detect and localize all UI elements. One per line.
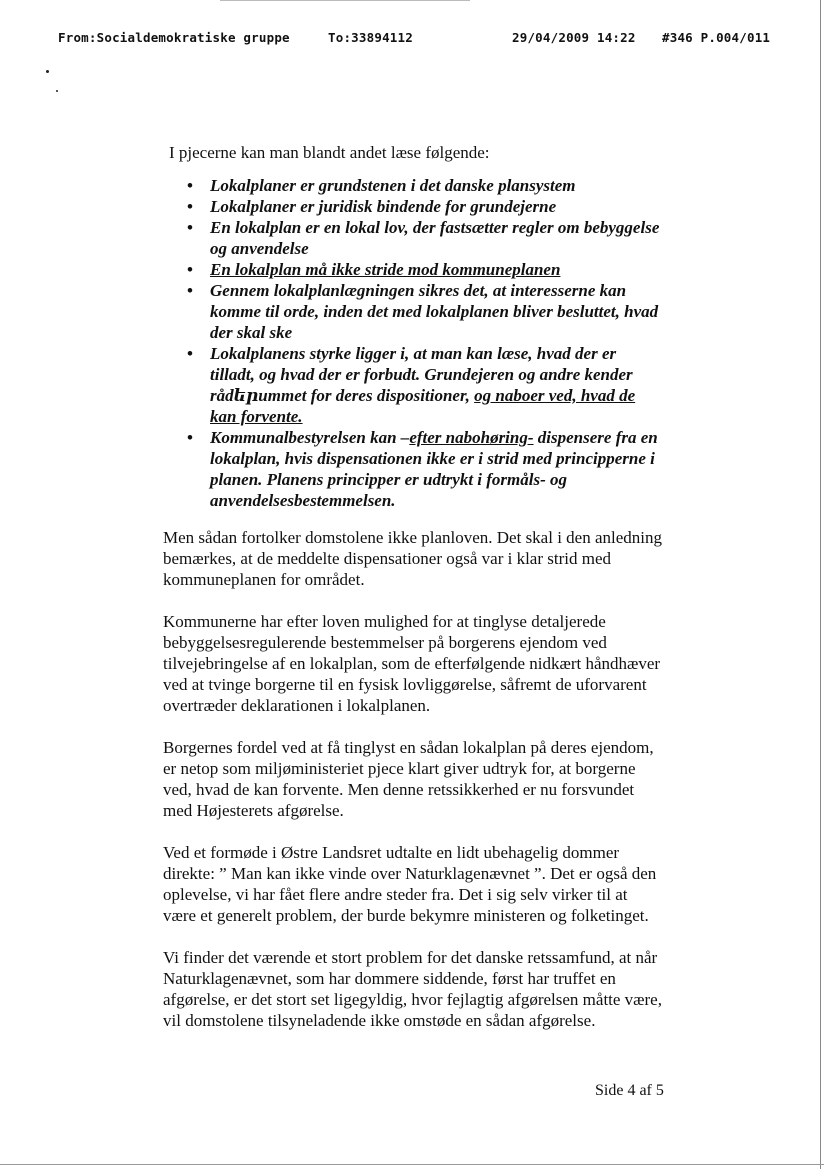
bullet-text: Lokalplanens styrke ligger i, at man kan læse, hvad der er tilladt, og hvad der er forbudt. Grundejeren og andre kender rådերummet for deres dispositioner,: [210, 344, 633, 405]
document-body: [163, 142, 663, 1052]
bullet-text: Lokalplaner er juridisk bindende for grundejerne: [210, 197, 557, 216]
bullet-text: Gennem lokalplanlægningen sikres det, at interesserne kan komme til orde, inden det med lokalplanen bliver besluttet, hvad der skal ske: [210, 281, 659, 342]
scan-top-rule: [220, 0, 470, 1]
bullet-text-underlined: efter nabohøring-: [409, 428, 534, 447]
body-paragraph: Borgernes fordel ved at få tinglyst en sådan lokalplan på deres ejendom, er netop som miljøministeriet pjece klart giver udtryk for, at borgerne ved, hvad de kan forvente. Men denne retssikkerhed er nu forsvundet med Højesterets afgørelse.: [163, 738, 654, 820]
fax-page: #346 P.004/011: [662, 30, 771, 45]
bullet-text: En lokalplan er en lokal lov, der fastsætter regler om bebyggelse og anvendelse: [210, 218, 660, 258]
bullet-item: [210, 196, 663, 217]
intro-text: I pjecerne kan man blandt andet læse følgende:: [169, 143, 490, 162]
bullet-text-underlined: og naboer ved, hvad de kan forvente.: [210, 386, 636, 426]
fax-header: [0, 30, 824, 50]
body-paragraph: Vi finder det værende et stort problem for det danske retssamfund, at når Naturklagenævnet, som har dommere siddende, først har truffet en afgørelse, er det stort set ligegyldig, hvor fejlagtig afgørelsen måtte være, vil domstolene tilsyneladende ikke omstøde en sådan afgørelse.: [163, 948, 662, 1030]
bullet-item: [210, 280, 663, 343]
scan-right-edge: [820, 0, 821, 1169]
bullet-item: [210, 217, 663, 259]
scan-bottom-edge: [0, 1164, 824, 1165]
bullet-text: Kommunalbestyrelsen kan –: [210, 428, 410, 447]
body-paragraph: Kommunerne har efter loven mulighed for at tinglyse detaljerede bebyggelsesregulerende bestemmelser på borgerens ejendom ved tilvejebringelse af en lokalplan, som de efterfølgende nidkært håndhæver ved at tvinge borgerne til en fysisk lovliggørelse, såfremt de uforvarent overtræder deklarationen i lokalplanen.: [163, 612, 661, 715]
bullet-text: dispensere fra en lokalplan, hvis dispensationen ikke er i strid med principperne i planen. Planens principper er udtrykt i formåls- og anvendelsesbestemmelsen.: [210, 428, 658, 510]
fax-from: From:Socialdemokratiske gruppe: [58, 30, 290, 45]
fax-datetime: 29/04/2009 14:22: [512, 30, 636, 45]
fax-to: To:33894112: [328, 30, 413, 45]
bullet-item: [210, 259, 663, 280]
bullet-item: [210, 343, 663, 427]
body-paragraph: Men sådan fortolker domstolene ikke planloven. Det skal i den anledning bemærkes, at de meddelte dispensationer også var i klar strid med kommuneplanen for området.: [163, 528, 663, 589]
bullet-item: [210, 175, 663, 196]
bullet-text-underlined: En lokalplan må ikke stride mod kommuneplanen: [210, 260, 561, 279]
scan-speck: [46, 70, 49, 73]
bullet-item: [210, 427, 663, 511]
page-number: Side 4 af 5: [595, 1082, 664, 1099]
bullet-text: Lokalplaner er grundstenen i det danske plansystem: [210, 176, 576, 195]
scan-speck: [56, 90, 58, 92]
bullet-list: [163, 175, 663, 511]
body-paragraph: Ved et formøde i Østre Landsret udtalte en lidt ubehagelig dommer direkte: ” Man kan ikke vinde over Naturklagenævnet ”. Det er også den oplevelse, vi har fået flere andre steder fra. Det i sig selv virker til at være et generelt problem, der burde bekymre ministeren og folketinget.: [163, 843, 657, 925]
